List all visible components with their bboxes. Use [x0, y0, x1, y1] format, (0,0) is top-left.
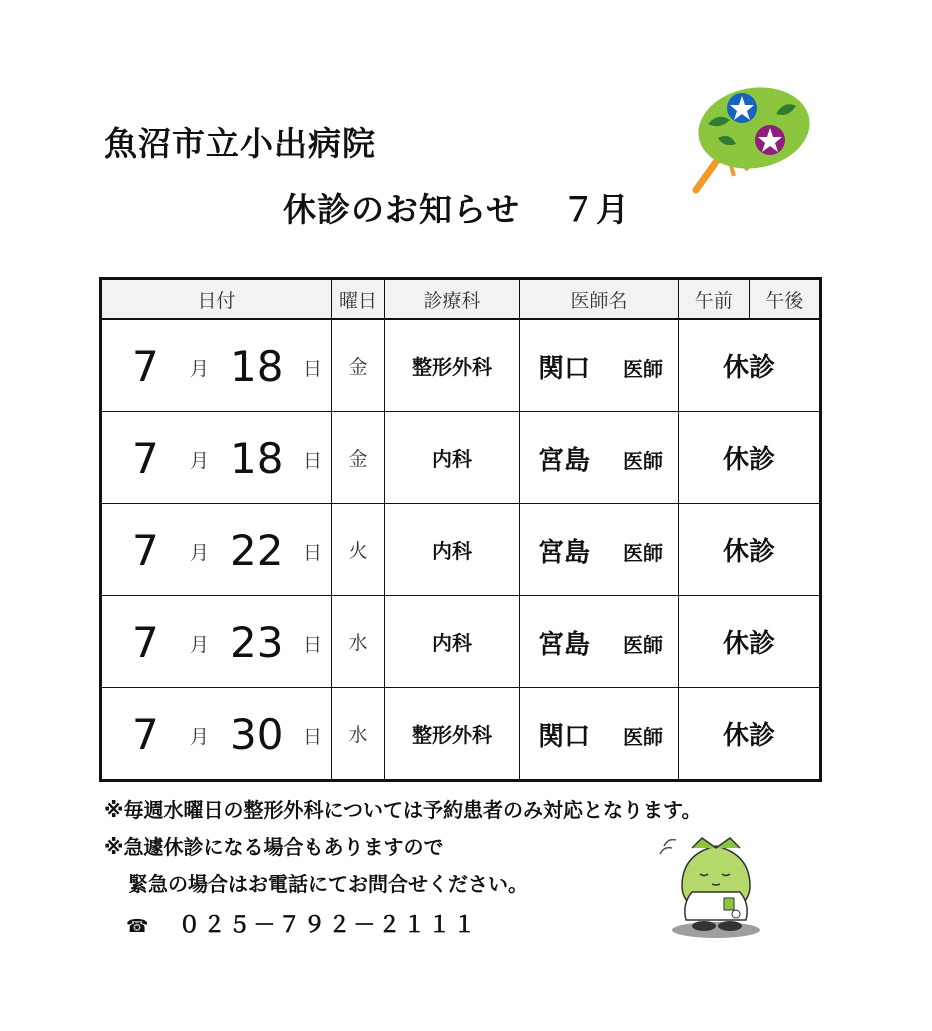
- day-kanji: 日: [303, 450, 323, 472]
- phone-number: ０２５－７９２－２１１１: [178, 913, 479, 938]
- notice-title-text: 休診のお知らせ: [283, 190, 521, 229]
- date-cell: [101, 412, 332, 504]
- doctor-title: 医師: [623, 449, 663, 473]
- date-day: 30: [230, 710, 284, 759]
- date-cell: [101, 504, 332, 596]
- doctor-title: 医師: [623, 725, 663, 749]
- header-pm: 午後: [765, 289, 804, 312]
- doctor-title: 医師: [623, 541, 663, 565]
- day-kanji: 日: [303, 542, 323, 564]
- schedule-table: [99, 277, 822, 782]
- date-month: 7: [132, 526, 159, 575]
- doctor-name: 宮島: [538, 538, 591, 568]
- doctor-name: 宮島: [538, 446, 591, 476]
- weekday-cell: 火: [332, 504, 385, 596]
- date-cell: [101, 319, 332, 412]
- weekday-cell: 金: [332, 319, 385, 412]
- doctor-cell: [520, 319, 679, 412]
- weekday-cell: 水: [332, 596, 385, 688]
- note-line-2: ※急遽休診になる場合もありますので: [104, 835, 444, 859]
- notice-month: ７月: [562, 190, 631, 229]
- header-doctor: 医師名: [520, 279, 679, 320]
- month-kanji: 月: [190, 634, 210, 656]
- month-kanji: 月: [190, 726, 210, 748]
- date-month: 7: [132, 342, 159, 391]
- notice-title: [283, 184, 630, 231]
- status-cell: 休診: [679, 688, 821, 781]
- doctor-name: 関口: [538, 354, 591, 384]
- status-cell: 休診: [679, 319, 821, 412]
- day-kanji: 日: [303, 634, 323, 656]
- department-cell: 整形外科: [385, 688, 520, 781]
- weekday-cell: 金: [332, 412, 385, 504]
- department-cell: 整形外科: [385, 319, 520, 412]
- date-day: 18: [230, 342, 284, 391]
- date-day: 22: [230, 526, 284, 575]
- date-month: 7: [132, 618, 159, 667]
- status-cell: 休診: [679, 504, 821, 596]
- hospital-name: 魚沼市立小出病院: [104, 124, 376, 163]
- doctor-cell: [520, 412, 679, 504]
- weekday-cell: 水: [332, 688, 385, 781]
- month-kanji: 月: [190, 542, 210, 564]
- mascot-icon: [656, 834, 768, 940]
- notes: [104, 792, 701, 903]
- status-cell: 休診: [679, 412, 821, 504]
- header-date: 日付: [101, 279, 332, 320]
- department-cell: 内科: [385, 596, 520, 688]
- telephone-icon: ☎: [126, 916, 149, 937]
- doctor-cell: [520, 688, 679, 781]
- month-kanji: 月: [190, 450, 210, 472]
- table-header-row: [101, 279, 821, 320]
- header-department: 診療科: [385, 279, 520, 320]
- table-row: [101, 319, 821, 412]
- date-day: 18: [230, 434, 284, 483]
- date-cell: [101, 688, 332, 781]
- department-cell: 内科: [385, 504, 520, 596]
- doctor-title: 医師: [623, 633, 663, 657]
- note-line-1: ※毎週水曜日の整形外科については予約患者のみ対応となります。: [104, 798, 702, 822]
- day-kanji: 日: [303, 726, 323, 748]
- table-row: [101, 596, 821, 688]
- doctor-name: 宮島: [538, 630, 591, 660]
- table-row: [101, 688, 821, 781]
- date-month: 7: [132, 710, 159, 759]
- department-cell: 内科: [385, 412, 520, 504]
- doctor-name: 関口: [538, 722, 591, 752]
- table-row: [101, 504, 821, 596]
- date-day: 23: [230, 618, 284, 667]
- date-month: 7: [132, 434, 159, 483]
- doctor-cell: [520, 596, 679, 688]
- status-cell: 休診: [679, 596, 821, 688]
- uchiwa-fan-icon: [688, 84, 810, 196]
- phone-number-line: [126, 908, 478, 939]
- date-cell: [101, 596, 332, 688]
- day-kanji: 日: [303, 358, 323, 380]
- header-am: 午前: [679, 280, 750, 318]
- doctor-cell: [520, 504, 679, 596]
- doctor-title: 医師: [623, 357, 663, 381]
- table-row: [101, 412, 821, 504]
- header-weekday: 曜日: [332, 279, 385, 320]
- month-kanji: 月: [190, 358, 210, 380]
- note-line-3: 緊急の場合はお電話にてお問合せください。: [128, 872, 528, 896]
- header-ampm: [679, 279, 821, 320]
